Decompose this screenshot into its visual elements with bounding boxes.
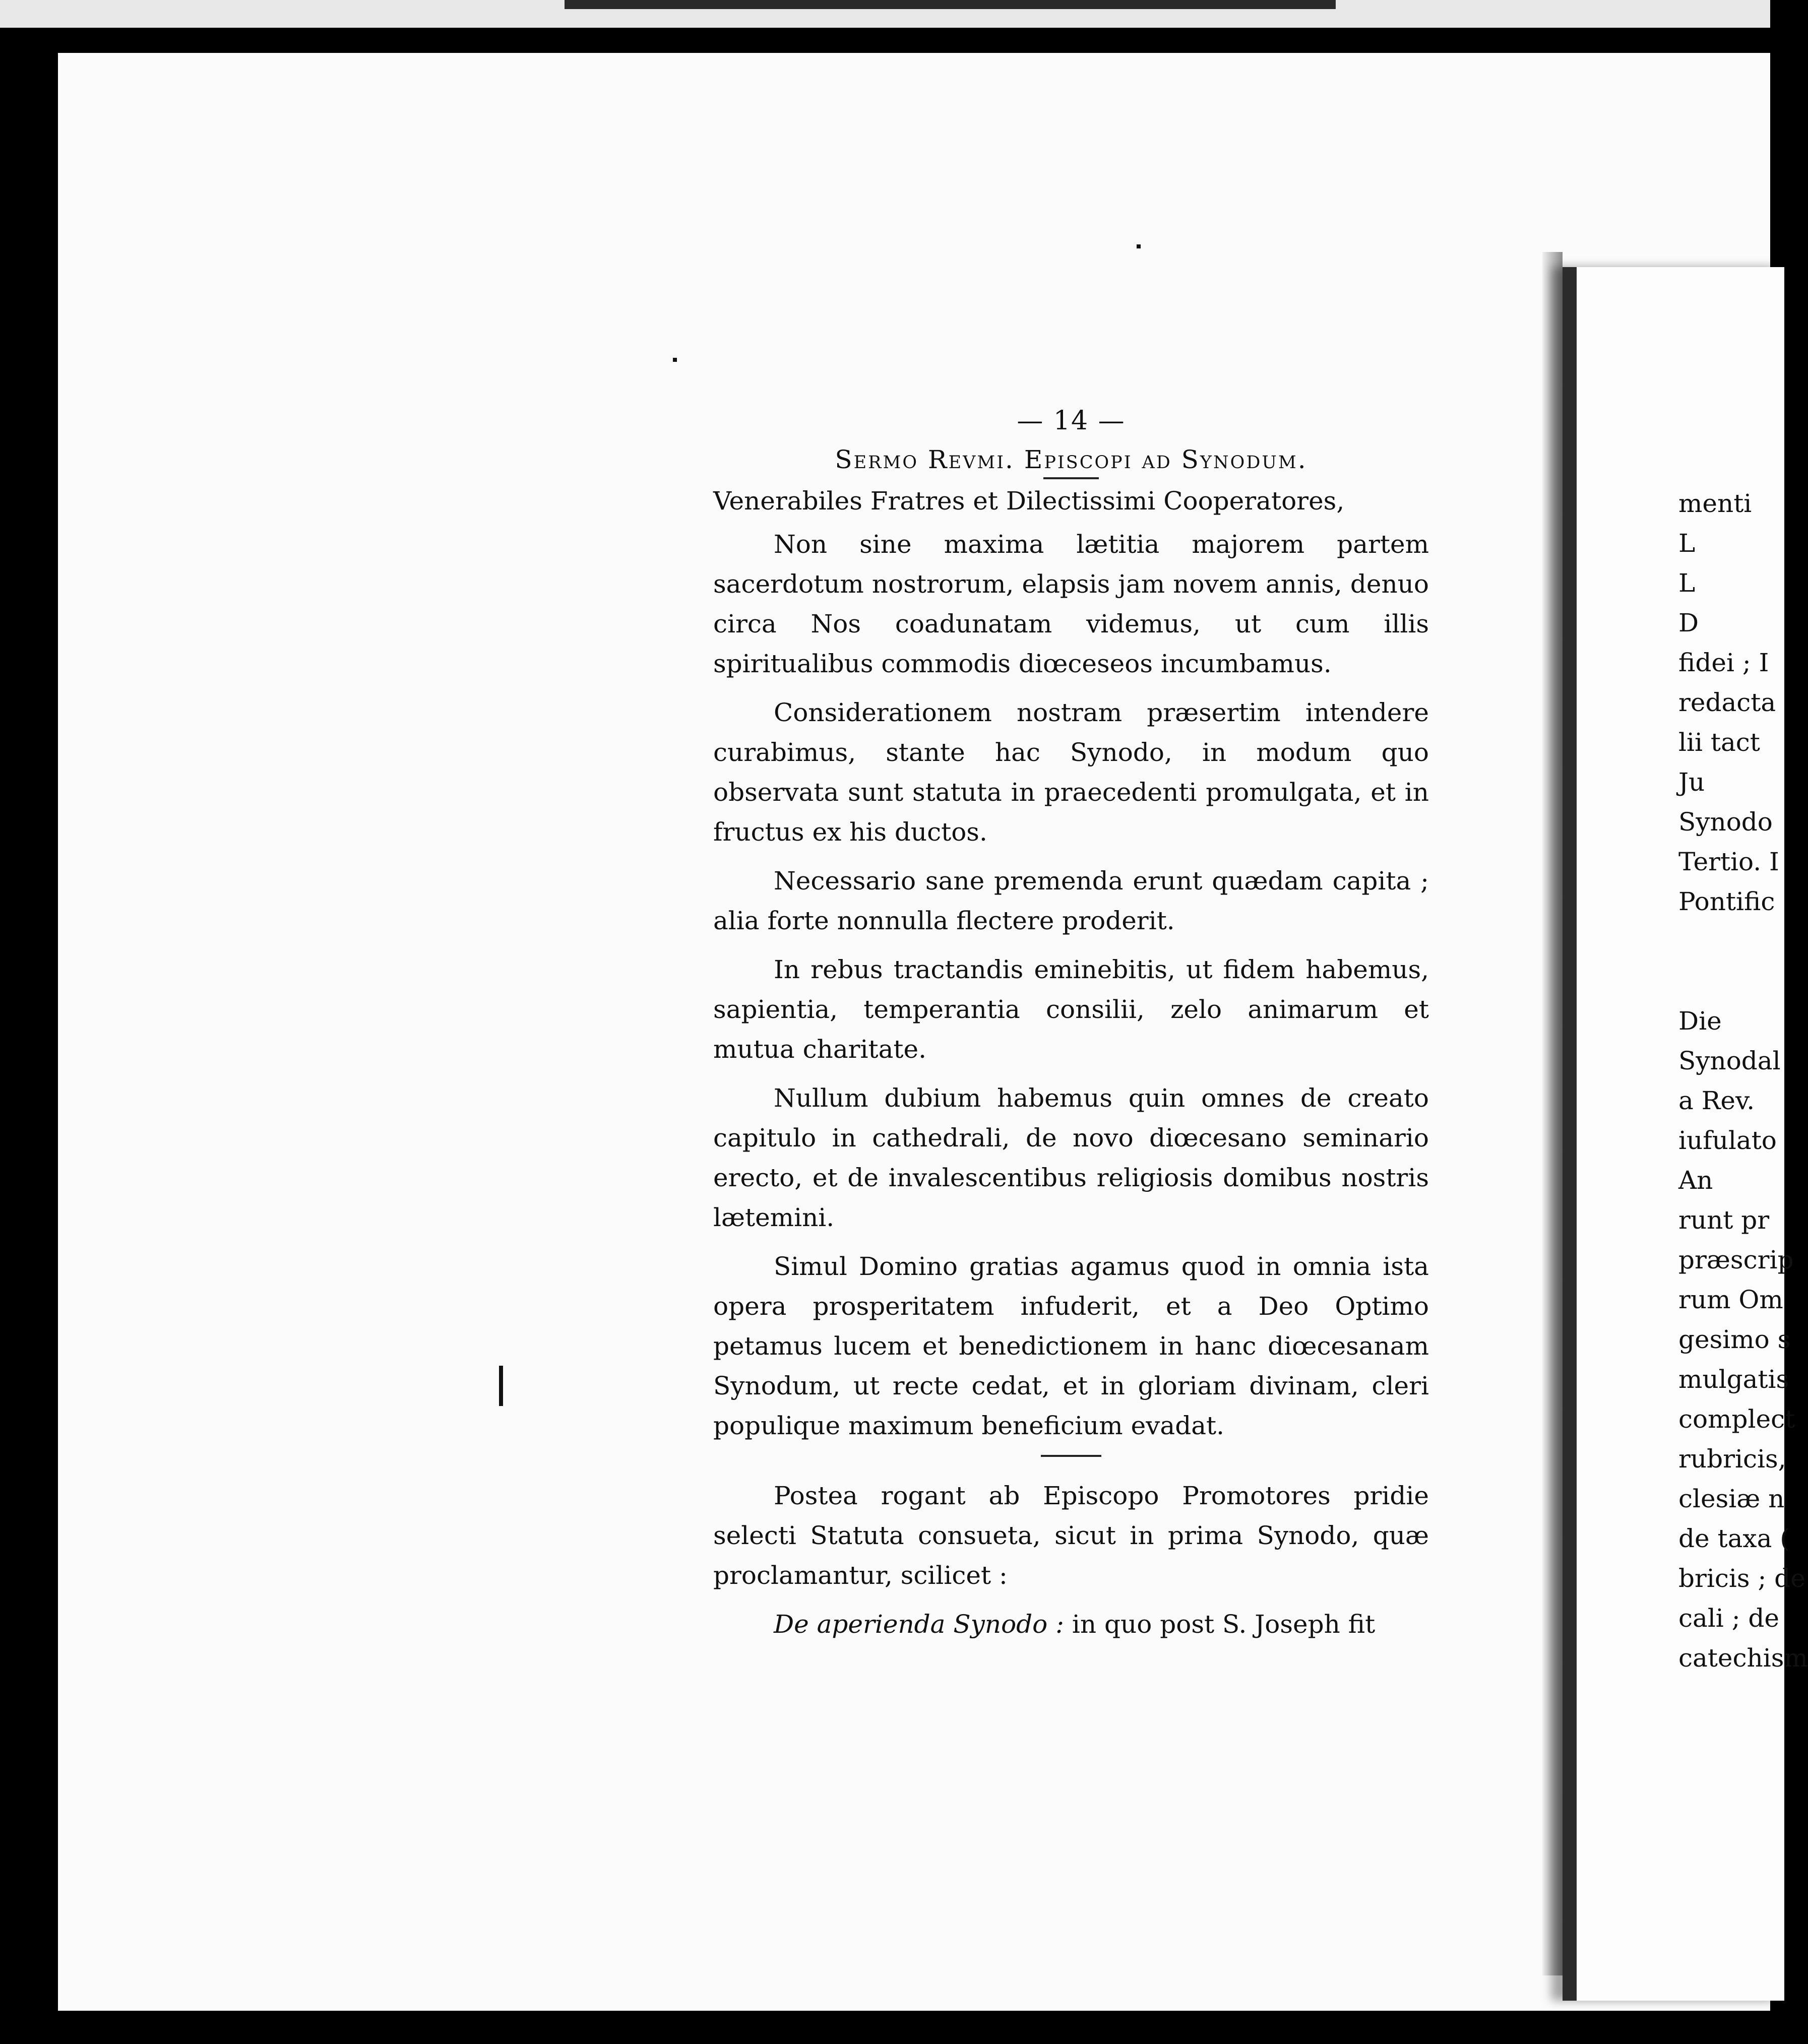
facing-page-line: L bbox=[1678, 568, 1696, 598]
facing-page-line: gesimo s bbox=[1678, 1325, 1791, 1354]
facing-page-line bbox=[1678, 962, 1779, 1001]
facing-page-line bbox=[1678, 922, 1779, 962]
section-rule bbox=[1041, 1455, 1101, 1457]
facing-page-line: præscrip bbox=[1678, 1245, 1794, 1274]
facing-page-line: menti bbox=[1678, 489, 1752, 518]
facing-page-line: runt pr bbox=[1678, 1205, 1770, 1235]
facing-page-line: a Rev. bbox=[1678, 1086, 1755, 1115]
facing-page-line: catechism bbox=[1678, 1643, 1808, 1673]
facing-page-text bbox=[1678, 484, 1808, 1678]
facing-page-line: redacta bbox=[1678, 688, 1776, 717]
scan-speck bbox=[499, 1366, 503, 1406]
paragraph: Postea rogant ab Episcopo Promotores pridie selecti Statuta consueta, sicut in prima Synodo, quæ proclamantur, scilicet : bbox=[713, 1481, 1429, 1590]
facing-page-line: clesiæ n bbox=[1678, 1484, 1785, 1513]
page-number: — 14 — bbox=[1017, 406, 1126, 436]
facing-page-line: lii tact bbox=[1678, 728, 1760, 757]
paragraph: Necessario sane premenda erunt quædam capita ; alia forte nonnulla flectere proderit. bbox=[713, 866, 1429, 935]
italic-phrase: De aperienda Synodo : bbox=[774, 1610, 1065, 1639]
paragraph: Non sine maxima lætitia majorem partem sacerdotum nostrorum, elapsis jam novem annis, denuo circa Nos coadunatam videmus, ut cum illis spiritualibus commodis diœceseos incumbamus. bbox=[713, 530, 1429, 678]
paragraph: Considerationem nostram præsertim intendere curabimus, stante hac Synodo, in modum quo observata sunt statuta in praecedenti promulgata, et in fructus ex his ductos. bbox=[713, 698, 1429, 847]
facing-page-line: Tertio. I bbox=[1678, 847, 1779, 876]
book-gutter-shadow bbox=[1542, 252, 1563, 1975]
salutation: Venerabiles Fratres et Dilectissimi Cooperatores, bbox=[713, 486, 1345, 516]
scan-speck bbox=[1137, 244, 1141, 248]
left-page-content bbox=[713, 406, 1429, 1696]
facing-page-line: fidei ; I bbox=[1678, 648, 1769, 677]
facing-page-line: Pontific bbox=[1678, 887, 1775, 916]
facing-page-line: L bbox=[1678, 529, 1696, 558]
facing-page-line: mulgatis bbox=[1678, 1365, 1789, 1394]
scan-speck bbox=[673, 358, 677, 362]
facing-page-line: D bbox=[1678, 608, 1699, 637]
facing-page-line: Synodal bbox=[1678, 1046, 1781, 1075]
paragraph: Nullum dubium habemus quin omnes de creato capitulo in cathedrali, de novo diœcesano seminario erecto, et de invalescentibus religiosis domibus nostris lætemini. bbox=[713, 1083, 1429, 1232]
facing-page-line: Die bbox=[1678, 1006, 1722, 1036]
facing-page-line: Ju bbox=[1678, 768, 1705, 797]
paragraph-last-line bbox=[713, 1605, 1429, 1644]
scan-border-top-dark bbox=[565, 0, 1336, 9]
facing-page-line: An bbox=[1678, 1166, 1713, 1195]
facing-page-line: bricis ; de bbox=[1678, 1564, 1805, 1593]
facing-page-line: Synodo bbox=[1678, 807, 1773, 837]
facing-page-line: complect bbox=[1678, 1404, 1795, 1434]
heading-rule bbox=[1043, 477, 1099, 479]
facing-page-line: rubricis, bbox=[1678, 1444, 1786, 1474]
facing-page-line: cali ; de bbox=[1678, 1604, 1780, 1633]
facing-page-line: iufulato bbox=[1678, 1126, 1777, 1155]
scan-border-left bbox=[0, 0, 58, 2044]
section-heading: Sermo Revmi. Episcopi ad Synodum. bbox=[835, 445, 1307, 474]
paragraph: Simul Domino gratias agamus quod in omnia ista opera prosperitatem infuderit, et a Deo Optimo petamus lucem et benedictionem in hanc diœcesanam Synodum, ut recte cedat, et in gloriam divinam, cleri populique maximum beneficium evadat. bbox=[713, 1252, 1429, 1440]
line-text: in quo post S. Joseph fit bbox=[1064, 1610, 1376, 1639]
scan-border-bottom bbox=[0, 2011, 1770, 2044]
facing-page-line: de taxa ( bbox=[1678, 1524, 1790, 1553]
paragraph: In rebus tractandis eminebitis, ut fidem habemus, sapientia, temperantia consilii, zelo animarum et mutua charitate. bbox=[713, 955, 1429, 1064]
facing-page-line: rum Om bbox=[1678, 1285, 1783, 1314]
